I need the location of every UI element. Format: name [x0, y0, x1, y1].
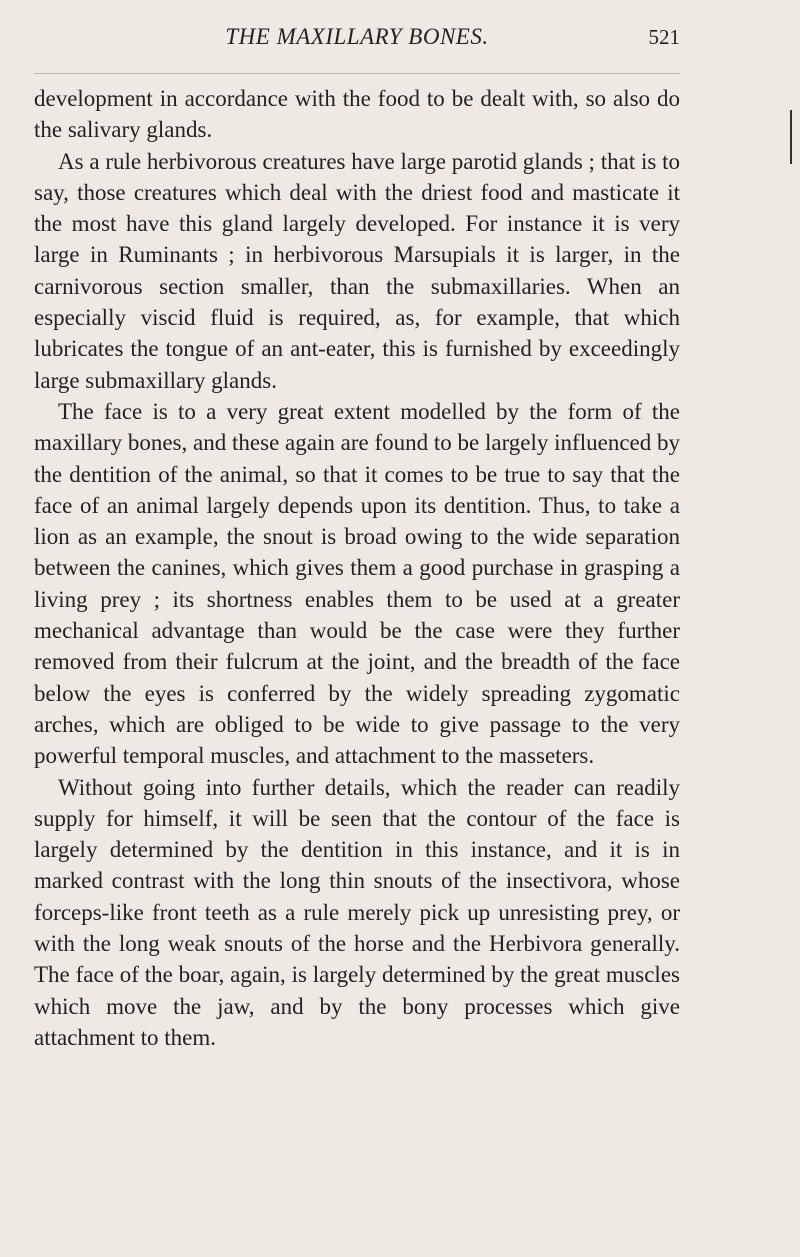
- paragraph-1: development in accordance with the food to be dealt with, so also do the salivary glands.: [34, 86, 680, 143]
- running-title: THE MAXILLARY BONES.: [225, 24, 489, 49]
- body-text: [34, 83, 680, 1053]
- paragraph-3: The face is to a very great extent modelled by the form of the maxillary bones, and these again are found to be largely influenced by the dentition of the animal, so that it comes to be true to say that the face of an animal largely depends upon its dentition. Thus, to take a lion as an example, the snout is broad owing to the wide separation between the canines, which gives them a good purchase in grasping a living prey ; its shortness enables them to be used at a greater mechanical advantage than would be the case were they further removed from their fulcrum at the joint, and the breadth of the face below the eyes is conferred by the widely spreading zygomatic arches, which are obliged to be wide to give passage to the very powerful temporal muscles, and attachment to the masseters.: [34, 398, 680, 769]
- paragraph-2: As a rule herbivorous creatures have large parotid glands ; that is to say, those creatures which deal with the driest food and masticate it the most have this gland largely developed. For instance it is very large in Ruminants ; in herbivorous Marsupials it is larger, in the carnivorous section smaller, than the submaxillaries. When an especially viscid fluid is required, as, for example, that which lubricates the tongue of an ant-eater, this is furnished by exceedingly large submaxillary glands.: [34, 148, 680, 393]
- margin-mark: [790, 110, 792, 164]
- paragraph-4: Without going into further details, which the reader can readily supply for himself, it will be seen that the contour of the face is largely determined by the dentition in this instance, and it is in marked contrast with the long thin snouts of the insectivora, whose forceps-like front teeth as a rule merely pick up unresisting prey, or with the long weak snouts of the horse and the Herbivora generally. The face of the boar, again, is largely determined by the great muscles which move the jaw, and by the bony processes which give attachment to them.: [34, 774, 680, 1050]
- page-number: 521: [648, 25, 680, 49]
- running-head: [34, 20, 680, 54]
- header-rule: [34, 73, 680, 74]
